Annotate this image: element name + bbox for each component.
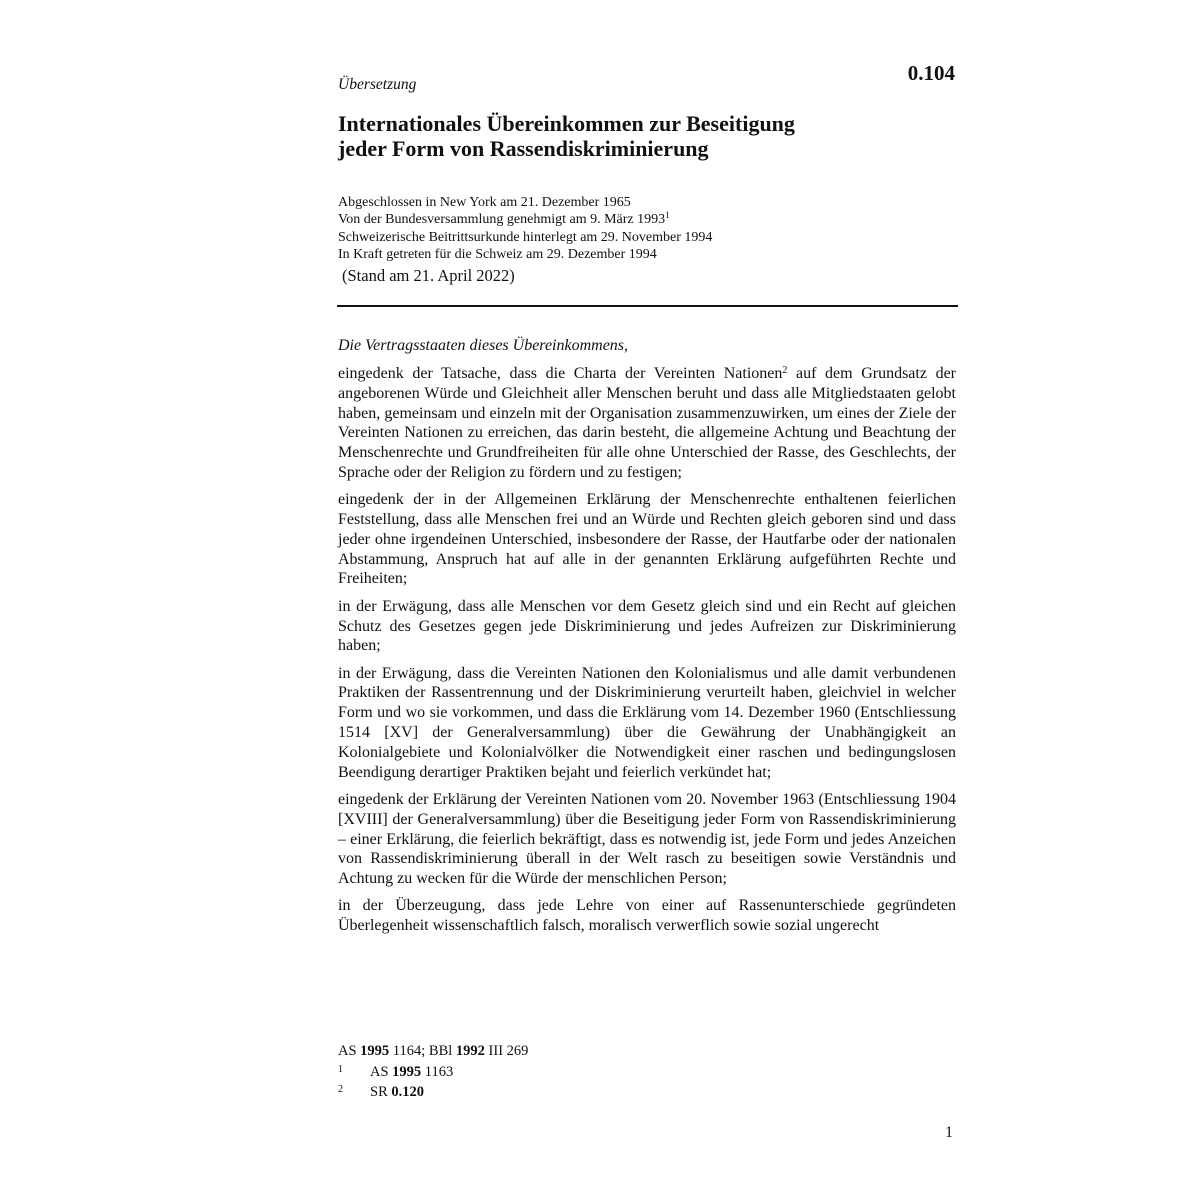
paragraph-2: eingedenk der in der Allgemeinen Erklärung der Menschenrechte enthaltenen feierlichen Feststellung, dass alle Menschen frei und an Würde und Rechten gleich geboren sind und dass jeder ohne irgendeinen Unterschied, insbesondere der Rasse, der Hautfarbe oder der nationalen Abstammung, Anspruch hat auf alle in der genannten Erklärung aufgeführten Rechte und Freiheiten; [338,491,956,588]
footnote-ref-1[interactable]: 1 [665,210,670,221]
body-text [338,364,956,944]
paragraph-1 [338,364,956,483]
source-bbl-year: 1992 [455,1043,485,1059]
sr-number: 0.104 [907,61,955,85]
footnote-1-page: 1163 [421,1063,454,1080]
meta-concluded: Abgeschlossen in New York am 21. Dezember 1965 [338,195,631,210]
translation-label: Übersetzung [338,76,417,93]
source-prefix: AS [338,1043,361,1059]
meta-deposited: Schweizerische Beitrittsurkunde hinterlegt am 29. November 1994 [338,229,713,245]
footnote-source [338,1043,528,1061]
source-year: 1995 [360,1043,390,1059]
preamble-heading: Die Vertragsstaaten dieses Übereinkommens, [338,337,629,354]
header-divider [337,305,958,307]
document-title [338,111,958,161]
footnote-1-year: 1995 [392,1063,422,1080]
footnote-1-prefix: AS [370,1063,393,1080]
title-line-1: Internationales Übereinkommen zur Beseitigung [338,111,795,136]
paragraph-3: in der Erwägung, dass alle Menschen vor dem Gesetz gleich sind und ein Recht auf gleichen Schutz des Gesetzes gegen jede Diskriminierung und jedes Aufreizen zur Diskriminierung haben; [338,597,956,655]
meta-in-force: In Kraft getreten für die Schweiz am 29. Dezember 1994 [338,246,657,262]
source-mid: 1164; BBl [389,1043,456,1059]
footnote-2-prefix: SR [370,1084,392,1100]
meta-approved [338,211,712,228]
footnote-ref-2[interactable]: 2 [782,365,788,376]
paragraph-1-rest: auf dem Grundsatz der angeborenen Würde und Gleichheit aller Menschen beruht und dass alle Mitgliedstaaten gelobt haben, gemeinsam und einzeln mit der Organisation zusammenzuwirken, um eines der Ziele der Vereinten Nationen zu erreichen, das darin besteht, die allgemeine Achtung und Beachtung der Menschenrechte und Grundfreiheiten für alle ohne Unterschied der Rasse, des Geschlechts, der Sprache oder der Religion zu fördern und zu festigen; [338,365,956,481]
footnote-2 [338,1081,528,1102]
status-date: (Stand am 21. April 2022) [342,266,515,285]
footnote-2-sr: 0.120 [391,1084,424,1100]
footnotes [338,1043,528,1102]
paragraph-6: in der Überzeugung, dass jede Lehre von einer auf Rassenunterschiede gegründeten Überlegenheit wissenschaftlich falsch, moralisch verwerflich sowie sozial ungerecht [338,897,956,935]
footnote-1 [338,1061,528,1082]
meta-approved-text: Von der Bundesversammlung genehmigt am 9. März 1993 [338,212,666,228]
paragraph-1-start: eingedenk der Tatsache, dass die Charta der Vereinten Nationen [338,365,783,382]
footnote-2-number: 2 [338,1084,343,1095]
title-line-2: jeder Form von Rassendiskriminierung [338,136,709,161]
page-number: 1 [945,1124,953,1141]
paragraph-4: in der Erwägung, dass die Vereinten Nationen den Kolonialismus und alle damit verbundenen Praktiken der Rassentrennung und der Diskriminierung verurteilt haben, gleichviel in welcher Form und wo sie vorkommen, und dass die Erklärung vom 14. Dezember 1960 (Entschliessung 1514 [XV] der Generalversammlung) über die Gewährung der Unabhängigkeit an Kolonialgebiete und Kolonialvölker die Notwendigkeit einer raschen und bedingungslosen Beendigung derartiger Praktiken bejaht und feierlich verkündet hat; [338,664,956,781]
source-suffix: III 269 [484,1043,529,1059]
paragraph-5: eingedenk der Erklärung der Vereinten Nationen vom 20. November 1963 (Entschliessung 1904 [XVIII] der Generalversammlung) über die Beseitigung jeder Form von Rassendiskriminierung – einer Erklärung, die feierlich bekräftigt, dass es notwendig ist, jede Form und jedes Anzeichen von Rassendiskriminierung überall in der Welt rasch zu beseitigen sowie Verständnis und Achtung zu wecken für die Würde der menschlichen Person; [338,790,956,888]
document-metadata [338,194,712,263]
footnote-1-number: 1 [338,1063,343,1075]
